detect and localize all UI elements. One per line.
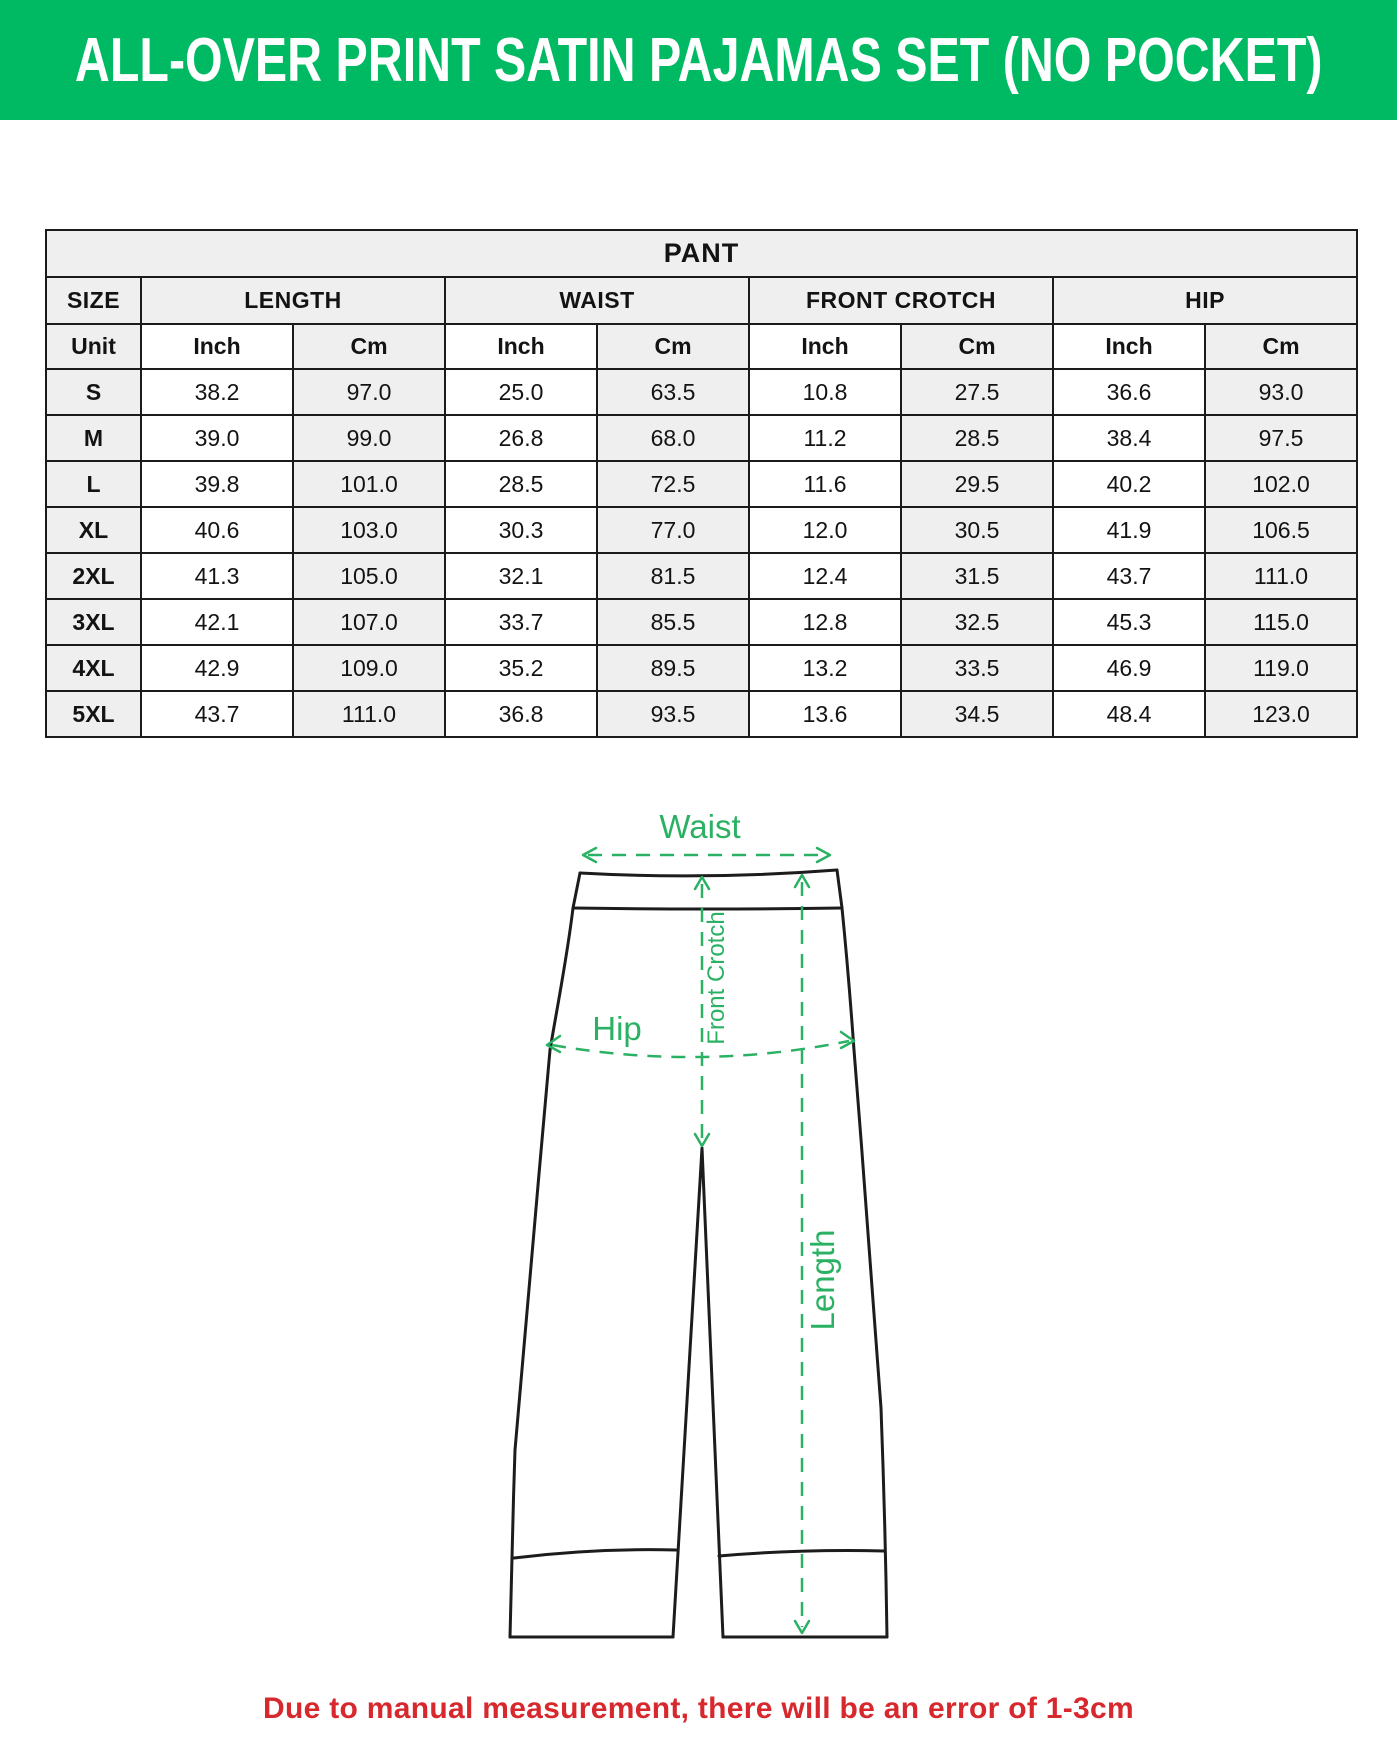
front-crotch-label: Front Crotch [703, 911, 730, 1045]
measurement-cell: 109.0 [293, 645, 445, 691]
unit-col-cm: Cm [597, 324, 749, 369]
measurement-cell: 11.6 [749, 461, 901, 507]
measurement-cell: 27.5 [901, 369, 1053, 415]
measurement-cell: 77.0 [597, 507, 749, 553]
measurement-cell: 11.2 [749, 415, 901, 461]
measurement-cell: 42.9 [141, 645, 293, 691]
table-group-header-row [46, 277, 1357, 324]
measurement-cell: 13.2 [749, 645, 901, 691]
size-cell: 3XL [46, 599, 141, 645]
unit-col-cm: Cm [293, 324, 445, 369]
measurement-cell: 32.5 [901, 599, 1053, 645]
measurement-cell: 103.0 [293, 507, 445, 553]
measurement-cell: 106.5 [1205, 507, 1357, 553]
measurement-cell: 93.0 [1205, 369, 1357, 415]
measurement-cell: 43.7 [141, 691, 293, 737]
measurement-cell: 36.8 [445, 691, 597, 737]
measurement-cell: 72.5 [597, 461, 749, 507]
col-header-waist: WAIST [445, 277, 749, 324]
unit-col-inch: Inch [1053, 324, 1205, 369]
table-row [46, 553, 1357, 599]
measurement-cell: 39.8 [141, 461, 293, 507]
hip-label: Hip [592, 1010, 642, 1047]
table-row [46, 415, 1357, 461]
col-header-front-crotch: FRONT CROTCH [749, 277, 1053, 324]
col-header-length: LENGTH [141, 277, 445, 324]
measurement-cell: 10.8 [749, 369, 901, 415]
measurement-cell: 101.0 [293, 461, 445, 507]
measurement-cell: 32.1 [445, 553, 597, 599]
measurement-cell: 13.6 [749, 691, 901, 737]
table-row [46, 369, 1357, 415]
table-row [46, 599, 1357, 645]
measurement-cell: 28.5 [445, 461, 597, 507]
measurement-cell: 12.8 [749, 599, 901, 645]
measurement-cell: 102.0 [1205, 461, 1357, 507]
page-header-banner [0, 0, 1397, 120]
table-row [46, 645, 1357, 691]
table-title-row [46, 230, 1357, 277]
size-chart-table [45, 229, 1358, 738]
measurement-cell: 68.0 [597, 415, 749, 461]
size-cell: 5XL [46, 691, 141, 737]
measurement-cell: 12.4 [749, 553, 901, 599]
col-header-hip: HIP [1053, 277, 1357, 324]
measurement-cell: 111.0 [293, 691, 445, 737]
measurement-cell: 97.0 [293, 369, 445, 415]
measurement-cell: 38.4 [1053, 415, 1205, 461]
measurement-cell: 123.0 [1205, 691, 1357, 737]
measurement-cell: 39.0 [141, 415, 293, 461]
size-cell: 4XL [46, 645, 141, 691]
unit-header: Unit [46, 324, 141, 369]
measurement-cell: 46.9 [1053, 645, 1205, 691]
measurement-cell: 40.2 [1053, 461, 1205, 507]
measurement-cell: 63.5 [597, 369, 749, 415]
measurement-note: Due to manual measurement, there will be an error of 1-3cm [263, 1692, 1134, 1725]
measurement-cell: 42.1 [141, 599, 293, 645]
unit-col-cm: Cm [901, 324, 1053, 369]
table-row [46, 461, 1357, 507]
measurement-cell: 93.5 [597, 691, 749, 737]
pants-measurement-diagram [440, 798, 940, 1678]
measurement-cell: 30.5 [901, 507, 1053, 553]
measurement-cell: 33.5 [901, 645, 1053, 691]
measurement-cell: 31.5 [901, 553, 1053, 599]
unit-col-cm: Cm [1205, 324, 1357, 369]
measurement-cell: 45.3 [1053, 599, 1205, 645]
measurement-cell: 99.0 [293, 415, 445, 461]
measurement-cell: 43.7 [1053, 553, 1205, 599]
measurement-cell: 105.0 [293, 553, 445, 599]
page-title: ALL-OVER PRINT SATIN PAJAMAS SET (NO POCKET) [74, 25, 1323, 95]
table-title: PANT [46, 230, 1357, 277]
size-cell: L [46, 461, 141, 507]
size-cell: 2XL [46, 553, 141, 599]
table-row [46, 507, 1357, 553]
measurement-cell: 28.5 [901, 415, 1053, 461]
measurement-cell: 36.6 [1053, 369, 1205, 415]
measurement-cell: 48.4 [1053, 691, 1205, 737]
unit-col-inch: Inch [749, 324, 901, 369]
measurement-cell: 38.2 [141, 369, 293, 415]
size-cell: XL [46, 507, 141, 553]
table-unit-row [46, 324, 1357, 369]
measurement-cell: 119.0 [1205, 645, 1357, 691]
table-row [46, 691, 1357, 737]
measurement-cell: 41.9 [1053, 507, 1205, 553]
waist-measure-arrow [583, 848, 830, 862]
measurement-cell: 81.5 [597, 553, 749, 599]
measurement-cell: 33.7 [445, 599, 597, 645]
measurement-cell: 34.5 [901, 691, 1053, 737]
measurement-cell: 85.5 [597, 599, 749, 645]
measurement-cell: 25.0 [445, 369, 597, 415]
measurement-cell: 97.5 [1205, 415, 1357, 461]
size-cell: M [46, 415, 141, 461]
measurement-cell: 111.0 [1205, 553, 1357, 599]
unit-col-inch: Inch [141, 324, 293, 369]
measurement-cell: 35.2 [445, 645, 597, 691]
size-cell: S [46, 369, 141, 415]
unit-col-inch: Inch [445, 324, 597, 369]
length-label: Length [804, 1229, 841, 1331]
measurement-cell: 89.5 [597, 645, 749, 691]
measurement-cell: 29.5 [901, 461, 1053, 507]
measurement-cell: 107.0 [293, 599, 445, 645]
col-header-size: SIZE [46, 277, 141, 324]
measurement-cell: 26.8 [445, 415, 597, 461]
waist-label: Waist [659, 808, 741, 845]
measurement-cell: 30.3 [445, 507, 597, 553]
measurement-cell: 115.0 [1205, 599, 1357, 645]
measurement-cell: 41.3 [141, 553, 293, 599]
measurement-cell: 12.0 [749, 507, 901, 553]
measurement-cell: 40.6 [141, 507, 293, 553]
